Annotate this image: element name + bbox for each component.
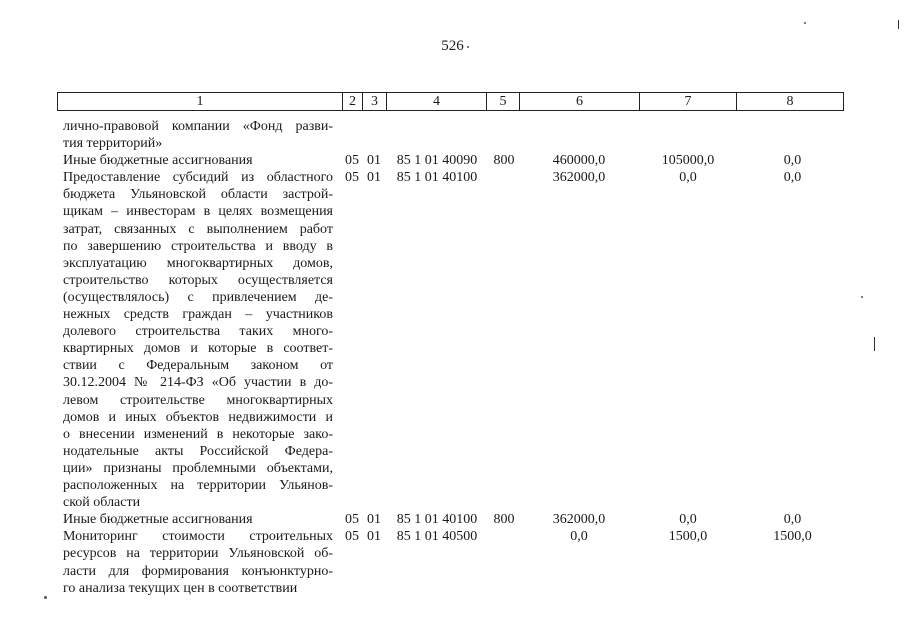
header-col-8: 8: [737, 93, 844, 111]
description-line: тия территорий»: [63, 136, 163, 152]
description-line: о внесении изменений в некоторые зако-: [63, 426, 333, 442]
amount-col-7: 0,0: [679, 170, 697, 186]
row-description: [63, 169, 333, 511]
target-article-code: 85 1 01 40100: [396, 512, 478, 528]
scan-edge-mark: [898, 20, 899, 29]
description-line: 30.12.2004 № 214-ФЗ «Об участии в до-: [63, 375, 333, 391]
description-line: нежных средств граждан – участников: [63, 307, 333, 323]
description-line: левом строительстве многоквартирных: [63, 392, 333, 408]
description-line: по завершению строительства и вводу в: [63, 238, 333, 254]
podrazdel-code: 01: [367, 529, 381, 545]
scan-speck: [467, 46, 469, 48]
target-article-code: 85 1 01 40090: [396, 153, 478, 169]
podrazdel-code: 01: [367, 170, 381, 186]
row-description: [63, 118, 333, 152]
description-line: эксплуатацию многоквартирных домов,: [63, 255, 333, 271]
column-number-header: [57, 92, 844, 111]
amount-col-8: 0,0: [783, 512, 802, 528]
header-col-7: 7: [640, 93, 737, 111]
amount-col-6: 362000,0: [552, 170, 606, 186]
header-col-3: 3: [363, 93, 387, 111]
header-col-5: 5: [487, 93, 520, 111]
expense-type-code: 800: [493, 512, 515, 528]
amount-col-6: 362000,0: [552, 512, 606, 528]
razdel-code: 05: [345, 512, 359, 528]
description-line: лично-правовой компании «Фонд разви-: [63, 119, 333, 134]
description-line: Мониторинг стоимости строительных: [63, 529, 333, 545]
target-article-code: 85 1 01 40100: [396, 170, 478, 186]
scan-speck: [804, 22, 806, 24]
description-line: ской области: [63, 495, 141, 511]
amount-col-7: 1500,0: [668, 529, 708, 545]
amount-col-8: 1500,0: [773, 529, 812, 545]
description-line: Иные бюджетные ассигнования: [63, 512, 253, 528]
description-line: квартирных домов и которые в соответ-: [63, 341, 333, 357]
description-line: нодательные акты Российской Федера-: [63, 443, 333, 459]
description-line: бюджета Ульяновской области застрой-: [63, 187, 333, 203]
description-line: ласти для формирования конъюнктурно-: [63, 563, 333, 579]
page-number: 526: [441, 38, 464, 54]
description-line: ствии с Федеральным законом от: [63, 358, 333, 374]
scan-speck: [861, 296, 863, 298]
podrazdel-code: 01: [367, 153, 381, 169]
header-col-1: 1: [58, 93, 343, 111]
description-line: ресурсов на территории Ульяновской об-: [63, 546, 333, 562]
header-col-4: 4: [387, 93, 487, 111]
description-line: строительство которых осуществляется: [63, 272, 333, 288]
target-article-code: 85 1 01 40500: [396, 529, 478, 545]
scan-speck: [44, 596, 47, 599]
amount-col-7: 0,0: [679, 512, 697, 528]
expense-type-code: 800: [493, 153, 515, 169]
podrazdel-code: 01: [367, 512, 381, 528]
row-description: [63, 528, 333, 596]
description-line: Иные бюджетные ассигнования: [63, 153, 253, 169]
header-col-2: 2: [343, 93, 363, 111]
description-line: щикам – инвесторам в целях возмещения: [63, 204, 333, 220]
razdel-code: 05: [345, 153, 359, 169]
description-line: Предоставление субсидий из областного: [63, 170, 333, 186]
scan-edge-mark: [874, 337, 875, 351]
header-col-6: 6: [520, 93, 640, 111]
row-description: [63, 152, 333, 169]
amount-col-6: 460000,0: [552, 153, 606, 169]
description-line: ции» признаны проблемными объектами,: [63, 460, 333, 476]
amount-col-6: 0,0: [570, 529, 588, 545]
amount-col-7: 105000,0: [661, 153, 715, 169]
amount-col-8: 0,0: [783, 170, 802, 186]
amount-col-8: 0,0: [783, 153, 802, 169]
description-line: долевого строительства таких много-: [63, 324, 333, 340]
description-line: затрат, связанных с выполнением работ: [63, 221, 333, 237]
description-line: го анализа текущих цен в соответствии: [63, 580, 298, 596]
razdel-code: 05: [345, 170, 359, 186]
description-line: домов и иных объектов недвижимости и: [63, 409, 333, 425]
description-line: расположенных на территории Ульянов-: [63, 477, 333, 493]
razdel-code: 05: [345, 529, 359, 545]
row-description: [63, 511, 333, 528]
description-line: (осуществлялось) с привлечением де-: [63, 289, 333, 305]
